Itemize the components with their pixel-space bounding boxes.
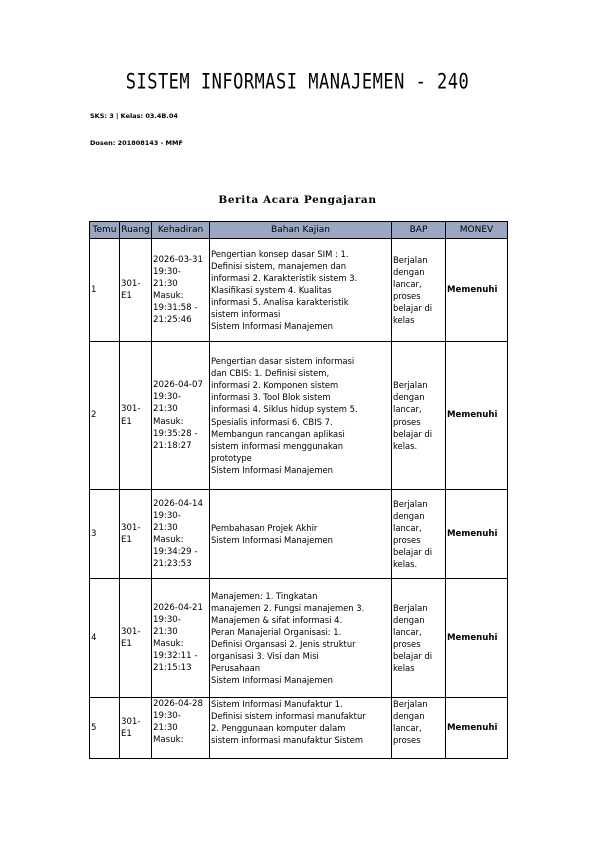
cell-temu: 4 <box>90 579 120 698</box>
kehadiran-line: Masuk: <box>153 735 184 746</box>
kehadiran-line: 2026-04-07 <box>153 380 203 391</box>
bap-line: lancar, <box>393 522 422 533</box>
kehadiran-line: 21:30 <box>153 723 178 734</box>
kehadiran-line: 21:30 <box>153 522 178 533</box>
header-ruang: Ruang <box>120 222 152 239</box>
header-kehadiran: Kehadiran <box>152 222 210 239</box>
cell-bap <box>392 342 446 490</box>
bap-line: dengan <box>393 392 425 403</box>
bahan-line: Membangun rancangan aplikasi <box>211 428 345 439</box>
cell-bap <box>392 579 446 698</box>
cell-ruang: 301-E1 <box>120 342 152 490</box>
cell-temu: 5 <box>90 698 120 759</box>
table-row <box>90 490 508 579</box>
cell-kehadiran <box>152 342 210 490</box>
cell-ruang: 301-E1 <box>120 239 152 342</box>
kehadiran-line: 19:30- <box>153 614 181 625</box>
kehadiran-line: 19:31:58 - <box>153 303 198 314</box>
bap-line: lancar, <box>393 626 422 637</box>
header-bap: BAP <box>392 222 446 239</box>
bahan-line: informasi 3. Tool Blok sistem <box>211 392 331 403</box>
bahan-line: sistem informasi menggunakan <box>211 440 344 451</box>
header-temu: Temu <box>90 222 120 239</box>
table-header-row <box>90 222 508 239</box>
bahan-line: Definisi Organsasi 2. Jenis struktur <box>211 639 356 649</box>
bahan-line: Sistem Informasi Manajemen <box>211 535 333 545</box>
bap-line: belajar di <box>393 303 433 314</box>
cell-bahan-kajian <box>210 342 392 490</box>
bahan-line: Manajemen: 1. Tingkatan <box>211 590 318 601</box>
dosen-info: Dosen: 201808143 - MMF <box>90 139 183 147</box>
kehadiran-line: 21:30 <box>153 626 178 637</box>
cell-temu: 3 <box>90 490 120 579</box>
bap-line: dengan <box>393 614 425 625</box>
cell-bahan-kajian <box>210 239 392 342</box>
bap-line: Berjalan <box>393 254 428 265</box>
header-monev: MONEV <box>446 222 508 239</box>
cell-bap <box>392 239 446 342</box>
cell-bahan-kajian <box>210 698 392 759</box>
bahan-line: Pengertian dasar sistem informasi <box>211 356 355 367</box>
sks-kelas-info: SKS: 3 | Kelas: 03.4B.04 <box>90 112 178 120</box>
bahan-line: Sistem Informasi Manufaktur 1. <box>211 699 343 709</box>
kehadiran-line: 19:30- <box>153 392 181 403</box>
bahan-line: sistem informasi <box>211 309 281 320</box>
bahan-line: informasi 5. Analisa karakteristik <box>211 297 349 308</box>
kehadiran-line: 2026-03-31 <box>153 254 203 265</box>
bap-line: belajar di <box>393 651 433 662</box>
kehadiran-line: 2026-04-21 <box>153 602 203 613</box>
bap-line: dengan <box>393 266 425 277</box>
bahan-line: Sistem Informasi Manajemen <box>211 675 333 686</box>
berita-acara-table <box>89 221 508 759</box>
bahan-line: 2. Penggunaan komputer dalam <box>211 723 346 734</box>
bap-line: belajar di <box>393 428 433 439</box>
cell-kehadiran <box>152 579 210 698</box>
bahan-line: organisasi 3. Visi dan Misi <box>211 651 319 662</box>
kehadiran-line: 19:30- <box>153 510 181 521</box>
bap-line: proses <box>393 416 421 427</box>
table-row <box>90 579 508 698</box>
kehadiran-line: 19:30- <box>153 711 181 722</box>
bap-line: Berjalan <box>393 602 428 613</box>
bahan-line: Manajemen & sifat informasi 4. <box>211 614 343 625</box>
bap-line: Berjalan <box>393 380 428 391</box>
bahan-line: informasi 2. Komponen sistem <box>211 380 339 391</box>
bap-line: kelas. <box>393 440 418 451</box>
bap-line: proses <box>393 291 421 301</box>
table-row <box>90 239 508 342</box>
bap-line: Berjalan <box>393 498 428 509</box>
bahan-line: Definisi sistem, manajemen dan <box>211 260 347 271</box>
bap-line: dengan <box>393 510 425 521</box>
page-title: SISTEM INFORMASI MANAJEMEN - 240 <box>125 69 470 95</box>
bap-line: lancar, <box>393 278 422 289</box>
bap-line: proses <box>393 535 421 545</box>
kehadiran-line: 2026-04-28 <box>153 699 203 709</box>
kehadiran-line: Masuk: <box>153 291 184 301</box>
kehadiran-line: Masuk: <box>153 535 184 545</box>
kehadiran-line: Masuk: <box>153 639 184 649</box>
kehadiran-line: 19:32:11 - <box>153 651 198 662</box>
kehadiran-line: 21:18:27 <box>153 440 192 451</box>
cell-bap <box>392 698 446 759</box>
bap-line: lancar, <box>393 723 422 734</box>
kehadiran-line: 19:34:29 - <box>153 547 198 558</box>
cell-monev: Memenuhi <box>446 342 508 490</box>
cell-bap <box>392 490 446 579</box>
cell-monev: Memenuhi <box>446 698 508 759</box>
cell-ruang: 301-E1 <box>120 579 152 698</box>
bahan-line: Peran Manajerial Organisasi: 1. <box>211 626 342 637</box>
bap-line: proses <box>393 639 421 649</box>
bap-line: dengan <box>393 711 425 722</box>
bahan-line: manajemen 2. Fungsi manajemen 3. <box>211 602 365 613</box>
bap-line: kelas <box>393 315 415 326</box>
kehadiran-line: Masuk: <box>153 416 184 427</box>
kehadiran-line: 2026-04-14 <box>153 498 203 509</box>
cell-kehadiran <box>152 490 210 579</box>
cell-monev: Memenuhi <box>446 490 508 579</box>
kehadiran-line: 21:25:46 <box>153 315 192 326</box>
cell-monev: Memenuhi <box>446 239 508 342</box>
table-row <box>90 342 508 490</box>
cell-bahan-kajian <box>210 579 392 698</box>
bap-line: belajar di <box>393 547 433 558</box>
cell-kehadiran <box>152 698 210 759</box>
bap-line: kelas <box>393 663 415 674</box>
section-title: Berita Acara Pengajaran <box>218 194 377 206</box>
bahan-line: Definisi sistem informasi manufaktur <box>211 711 366 722</box>
kehadiran-line: 21:23:53 <box>153 559 192 570</box>
bap-line: proses <box>393 735 421 746</box>
kehadiran-line: 21:30 <box>153 404 178 415</box>
kehadiran-line: 19:30- <box>153 266 181 277</box>
cell-monev: Memenuhi <box>446 579 508 698</box>
bahan-line: informasi 2. Karakteristik sistem 3. <box>211 272 358 283</box>
kehadiran-line: 21:30 <box>153 278 178 289</box>
cell-ruang: 301-E1 <box>120 698 152 759</box>
bahan-line: Sistem Informasi Manajemen <box>211 464 333 475</box>
kehadiran-line: 19:35:28 - <box>153 428 198 439</box>
bahan-line: Klasifikasi system 4. Kualitas <box>211 284 332 295</box>
bahan-line: Pembahasan Projek Akhir <box>211 522 318 533</box>
bahan-line: Perusahaan <box>211 663 261 674</box>
bahan-line: Sistem Informasi Manajemen <box>211 321 333 332</box>
bap-line: lancar, <box>393 404 422 415</box>
table-row <box>90 698 508 759</box>
cell-ruang: 301-E1 <box>120 490 152 579</box>
bap-line: Berjalan <box>393 699 428 709</box>
header-bahan-kajian: Bahan Kajian <box>210 222 392 239</box>
bahan-line: dan CBIS: 1. Definisi sistem, <box>211 368 330 379</box>
cell-temu: 2 <box>90 342 120 490</box>
cell-temu: 1 <box>90 239 120 342</box>
bahan-line: Pengertian konsep dasar SIM : 1. <box>211 248 349 259</box>
bahan-line: informasi 4. Siklus hidup system 5. <box>211 404 358 415</box>
cell-kehadiran <box>152 239 210 342</box>
bahan-line: prototype <box>211 452 252 463</box>
kehadiran-line: 21:15:13 <box>153 663 192 674</box>
cell-bahan-kajian <box>210 490 392 579</box>
bahan-line: Spesialis informasi 6. CBIS 7. <box>211 416 333 427</box>
bahan-line: sistem informasi manufaktur Sistem <box>211 735 364 746</box>
bap-line: kelas. <box>393 559 418 570</box>
